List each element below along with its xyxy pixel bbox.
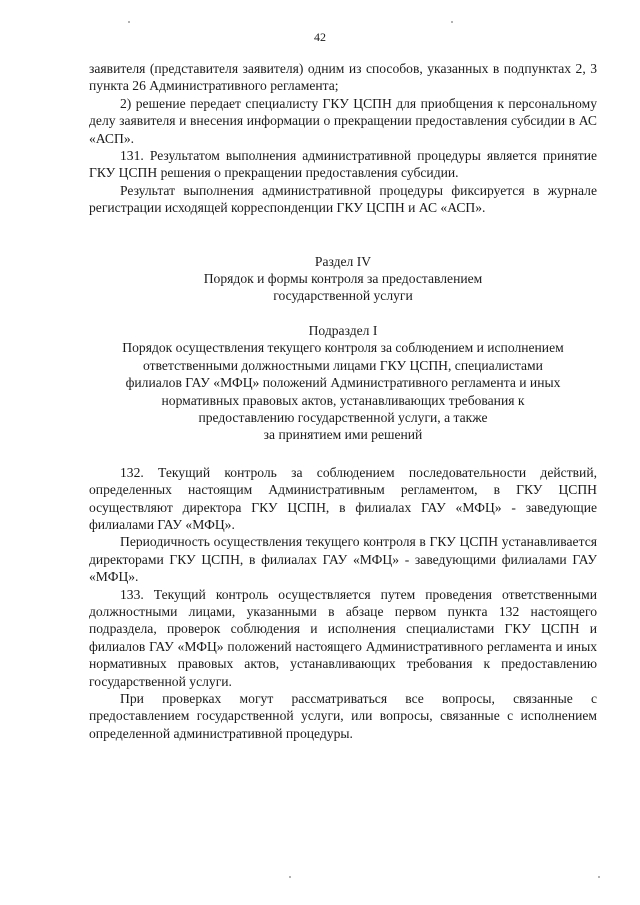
subsection-label: Подраздел I (308, 322, 378, 338)
subsection-title-line: филиалов ГАУ «МФЦ» положений Административного регламента и иных (125, 375, 561, 391)
document-body (89, 60, 597, 742)
paragraph-item-2: 2) решение передает специалисту ГКУ ЦСПН для приобщения к персональному делу заявителя и внесения информации о прекращении предоставления субсидии в АС «АСП». (89, 95, 597, 146)
paragraph-132: 132. Текущий контроль за соблюдением последовательности действий, определенных настоящим Административным регламентом, в ГКУ ЦСПН осуществляют директора ГКУ ЦСПН, в филиалах ГАУ «МФЦ» - заведующие филиалами ГАУ «МФЦ». (89, 464, 597, 532)
section-label: Раздел IV (314, 253, 372, 269)
paragraph-inspections: При проверках могут рассматриваться все вопросы, связанные с предоставлением государственной услуги, или вопросы, связанные с исполнением определенной административной процедуры. (89, 691, 597, 741)
page-number: 42 (314, 30, 326, 44)
section-title-line: Порядок и формы контроля за предоставлением (203, 271, 483, 287)
paragraph-periodicity: Периодичность осуществления текущего контроля в ГКУ ЦСПН устанавливается директорами ГКУ ЦСПН, в филиалах ГАУ «МФЦ» - заведующими филиалами ГАУ «МФЦ». (89, 534, 597, 585)
paragraph-result: Результат выполнения административной процедуры фиксируется в журнале регистрации исходящей корреспонденции ГКУ ЦСПН и АС «АСП». (89, 182, 597, 216)
subsection-title-line: за принятием ими решений (263, 427, 423, 443)
spacer (89, 444, 597, 464)
subsection-heading (89, 322, 597, 444)
subsection-title-line: ответственными должностными лицами ГКУ ЦСПН, специалистами (143, 357, 543, 373)
scan-speck (289, 876, 291, 878)
section-title-line: государственной услуги (273, 288, 413, 304)
scan-speck (598, 876, 600, 878)
subsection-title-line: Порядок осуществления текущего контроля за соблюдением и исполнением (122, 340, 564, 356)
paragraph-133: 133. Текущий контроль осуществляется путем проведения ответственными должностными лицами, указанными в абзаце первом пункта 132 настоящего подраздела, проверок соблюдения и исполнения специалистами ГКУ ЦСПН и филиалов ГАУ «МФЦ» положений настоящего Административного регламента и иных нормативных правовых актов, устанавливающих требования к предоставлению государственной услуги. (89, 586, 597, 689)
section-heading (89, 253, 597, 305)
paragraph-131: 131. Результатом выполнения административной процедуры является принятие ГКУ ЦСПН решения о прекращении предоставления субсидии. (89, 148, 597, 181)
paragraph-continuation: заявителя (представителя заявителя) одним из способов, указанных в подпунктах 2, 3 пункта 26 Административного регламента; (89, 61, 597, 94)
scan-speck (128, 21, 130, 23)
spacer (89, 217, 597, 253)
subsection-title-line: нормативных правовых актов, устанавливающих требования к (161, 392, 525, 408)
spacer (89, 305, 597, 322)
scan-speck (451, 21, 453, 23)
subsection-title-line: предоставлению государственной услуги, а также (198, 409, 488, 425)
